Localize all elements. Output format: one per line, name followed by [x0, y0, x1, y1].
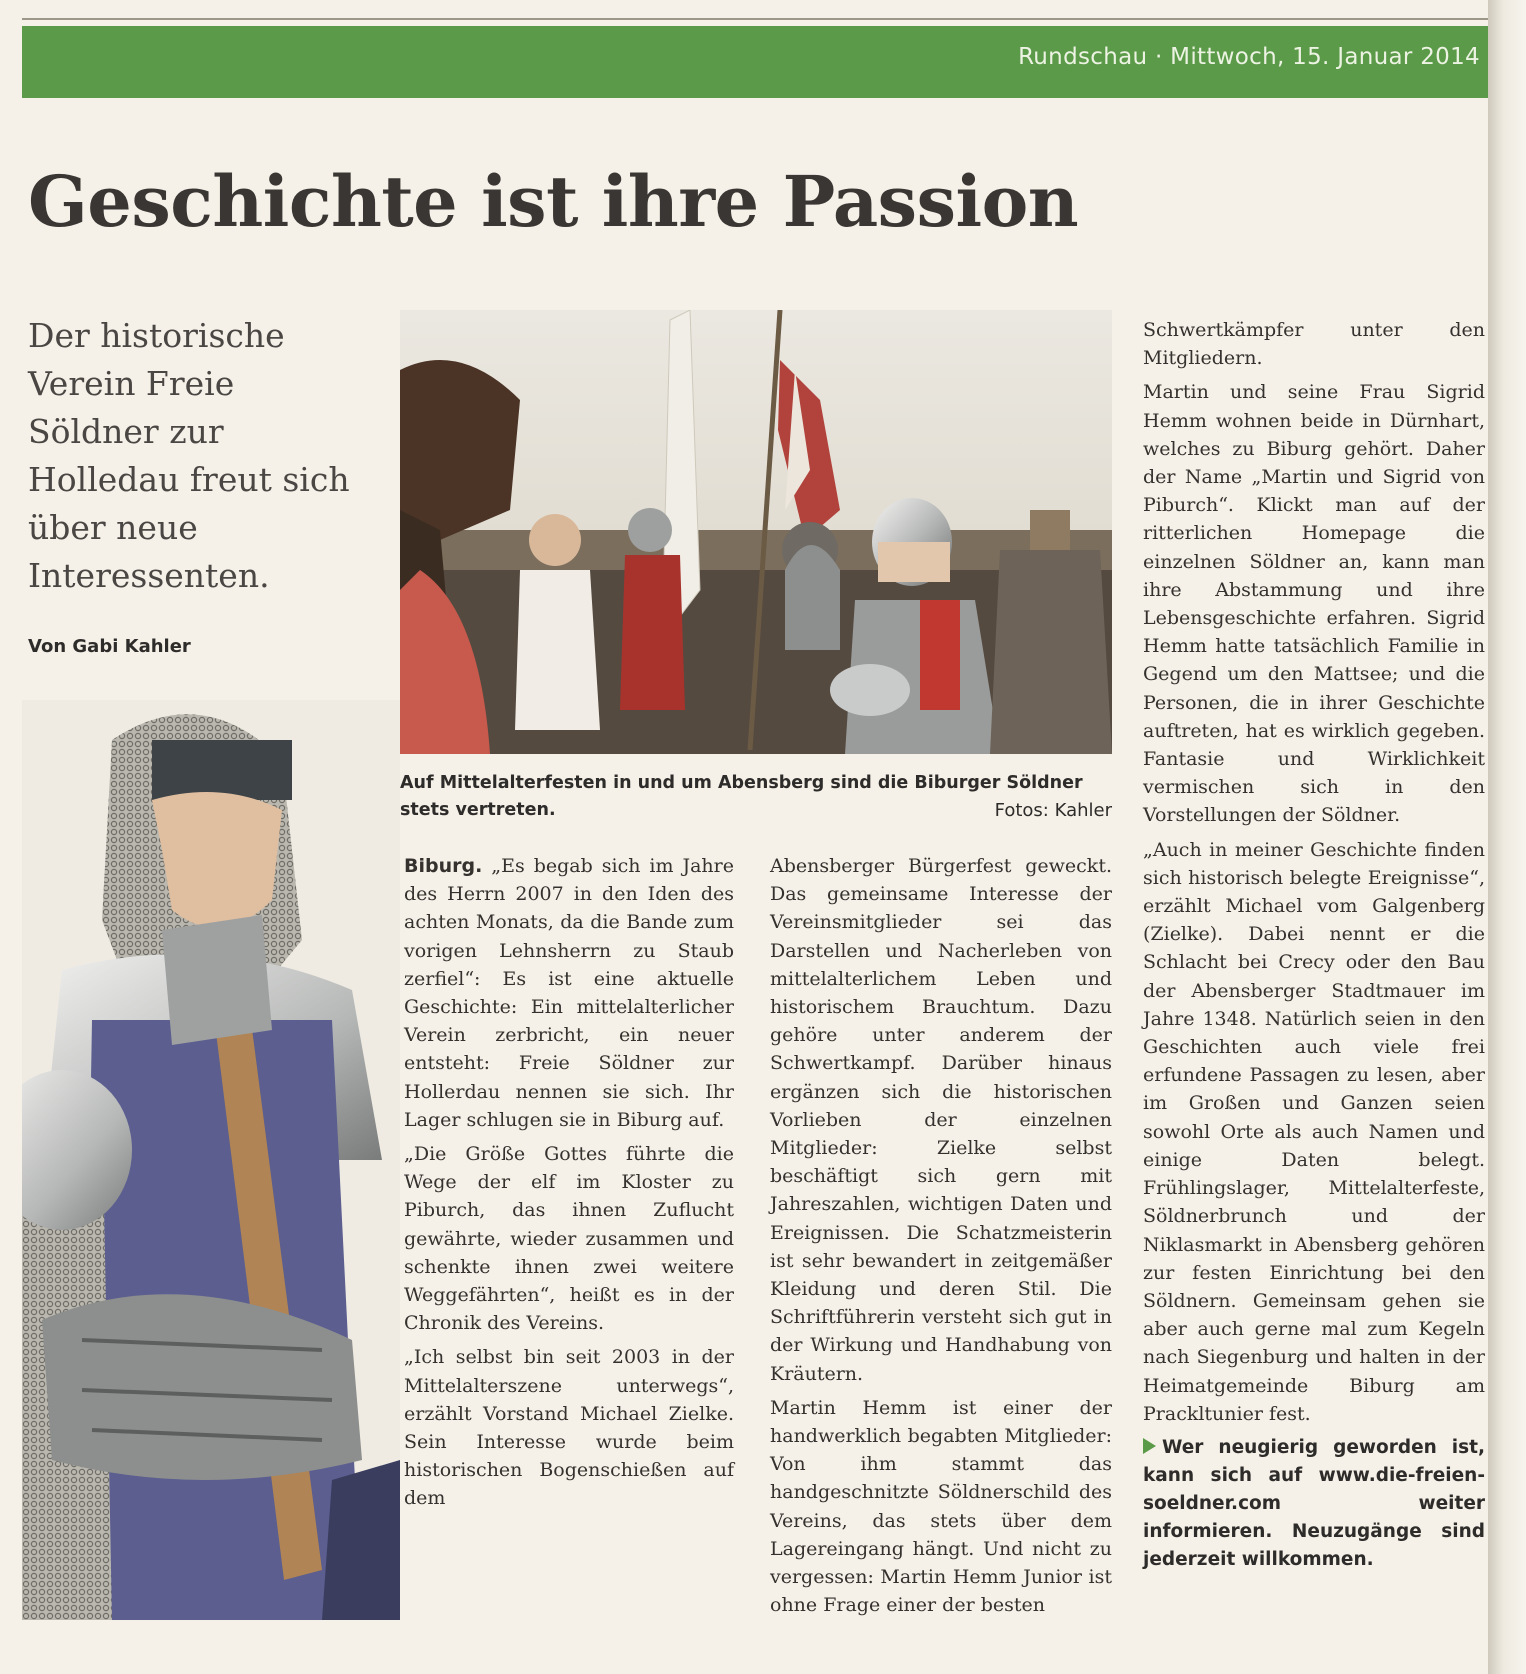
top-rule [22, 18, 1488, 20]
lead-text: Der historische Verein Freie Söldner zur Holledau freut sich über neue Interessenten. [28, 316, 350, 595]
byline: Von Gabi Kahler [28, 636, 191, 657]
photo-soldier-portrait [22, 700, 400, 1620]
photo-reenactors-illustration [400, 310, 1112, 754]
paragraph: „Die Größe Gottes führte die Wege der elf im Kloster zu Piburch, das ihnen Zuflucht gewährte, wieder zusammen und schenkte ihnen zwei weitere Weggefährten“, heißt es in der Chronik des Vereins. [404, 1143, 734, 1335]
triangle-bullet-icon [1143, 1438, 1156, 1454]
paragraph [404, 852, 734, 1134]
paragraph: Abensberger Bürgerfest geweckt. Das gemeinsame Interesse der Vereinsmitglieder sei das Darstellen und Nacherleben von mittelalterlichem Leben und historischem Brauchtum. Dazu gehöre unter anderem der Schwertkampf. Darüber hinaus ergänzen sich die historischen Vorlieben der einzelnen Mitglieder: Zielke selbst beschäftigt sich gern mit Jahreszahlen, wichtigen Daten und Ereignissen. Die Schatzmeisterin ist sehr bewandert in zeitgemäßer Kleidung und deren Stil. Die Schriftführerin versteht sich gut in der Wirkung und Handhabung von Kräutern. [770, 855, 1112, 1385]
article-column-3 [1143, 316, 1485, 1580]
photo-caption: Auf Mittelalterfesten in und um Abensberg sind die Biburger Söldner stets vertreten. [400, 773, 1083, 820]
page-edge [1488, 0, 1526, 1674]
paragraph: Schwertkämpfer unter den Mitgliedern. [1143, 319, 1485, 370]
headline: Geschichte ist ihre Passion [28, 160, 1079, 243]
info-text: Wer neugierig geworden ist, kann sich auf www.die-freien-soeldner.com weiter informieren. Neuzugänge sind jederzeit willkommen. [1143, 1436, 1485, 1570]
info-box [1143, 1434, 1485, 1574]
article-column-2 [770, 852, 1112, 1625]
dateline: Biburg. [404, 855, 483, 877]
paragraph: Martin Hemm ist einer der handwerklich begabten Mitglieder: Von ihm stammt das handgeschnitzte Söldnerschild des Vereins, das stets über dem Lagereingang hängt. Und nicht zu vergessen: Martin Hemm Junior ist ohne Frage einer der besten [770, 1396, 1112, 1617]
paragraph: „Auch in meiner Geschichte finden sich historisch belegte Ereignisse“, erzählt Michael vom Galgenberg (Zielke). Dabei nennt er die Schlacht bei Crecy oder den Bau der Abensberger Stadtmauer im Jahre 1348. Natürlich seien in den Geschichten auch viele frei erfundene Passagen zu lesen, aber im Großen und Ganzen seien sowohl Orte als auch Namen und einige Daten belegt. Frühlingslager, Mittelalterfeste, Söldnerbrunch und der Niklasmarkt in Abensberg gehören zur festen Einrichtung bei den Söldnern. Gemeinsam gehen sie aber auch gerne mal zum Kegeln nach Siegenburg und halten in der Heimatgemeinde Biburg am Prackltunier fest. [1143, 838, 1485, 1425]
photo-soldier-illustration [22, 700, 400, 1620]
banner-text: Rundschau · Mittwoch, 15. Januar 2014 [1018, 44, 1480, 70]
paragraph: „Ich selbst bin seit 2003 in der Mittelalterszene unterwegs“, erzählt Vorstand Michael Zielke. Sein Interesse wurde beim historischen Bogenschießen auf dem [404, 1346, 734, 1510]
paragraph: Martin und seine Frau Sigrid Hemm wohnen beide in Dürnhart, welches zu Biburg gehört. Daher der Name „Martin und Sigrid von Piburch“. Klickt man auf der ritterlichen Homepage die einzelnen Söldner an, kann man ihre Abstammung und ihre Lebensgeschichte erfahren. Sigrid Hemm hatte tatsächlich Familie in Gegend um den Mattsee; und die Personen, die in ihrer Geschichte auftreten, hat es wirklich gegeben. Fantasie und Wirklichkeit vermischen sich in den Vorstellungen der Söldner. [1143, 381, 1485, 827]
article-column-1 [404, 852, 734, 1519]
photo-credit: Fotos: Kahler [994, 800, 1112, 821]
section-banner [22, 26, 1490, 98]
paragraph-text: „Es begab sich im Jahre des Herrn 2007 in den Iden des achten Monats, da die Bande zum vorigen Lehnsherrn zu Staub zerfiel“: Es ist eine aktuelle Geschichte: Ein mittelalterlicher Verein zerbricht, ein neuer entsteht: Freie Söldner zur Hollerdau nennen sie sich. Ihr Lager schlugen sie in Biburg auf. [404, 855, 734, 1131]
photo-reenactors-crowd [400, 310, 1112, 754]
